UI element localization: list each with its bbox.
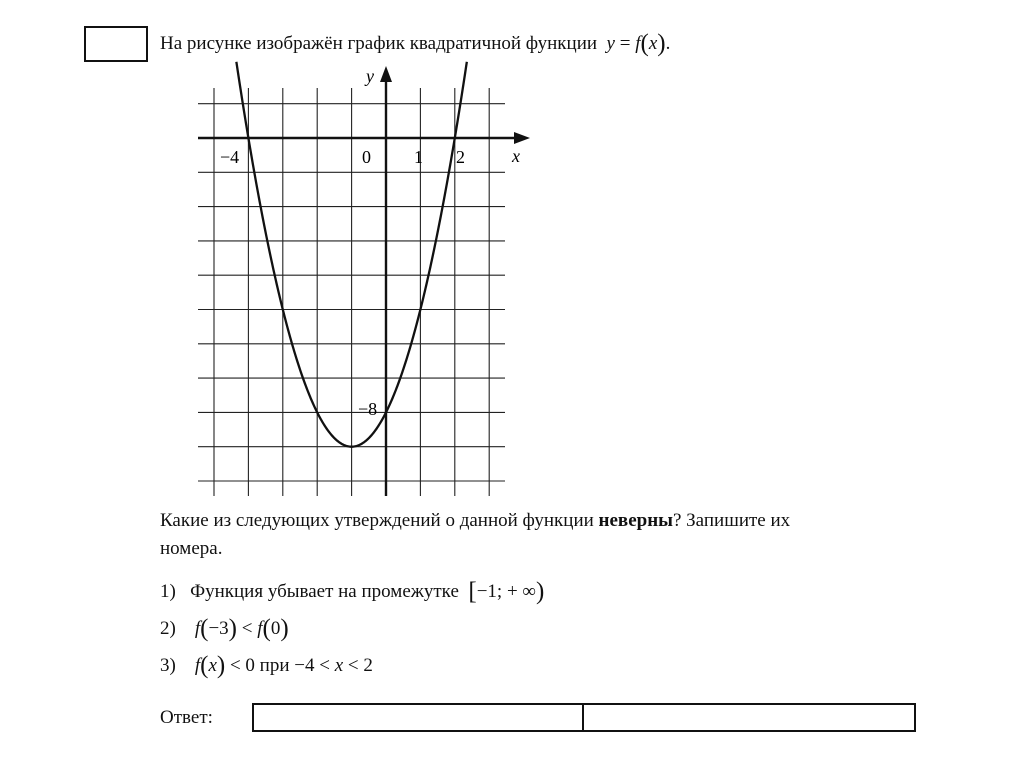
x-axis-label: x — [512, 146, 520, 166]
statement-3: 3) f(x) < 0 при −4 < x < 2 — [160, 652, 373, 679]
statement-1: 1) Функция убывает на промежутке [−1; + ∞) — [160, 578, 545, 605]
tick-label-1: 1 — [414, 147, 423, 167]
x-axis-arrow-icon — [514, 132, 530, 144]
task-statement: На рисунке изображён график квадратичной функции y = f(x). — [160, 30, 671, 57]
answer-label: Ответ: — [160, 707, 213, 728]
statement-2: 2) f(−3) < f(0) — [160, 615, 289, 642]
tick-label-0: 0 — [362, 147, 371, 167]
answer-field-2[interactable] — [582, 703, 916, 732]
y-axis-label: y — [366, 66, 374, 86]
tick-label-minus4: −4 — [220, 147, 240, 167]
answer-field-1[interactable] — [252, 703, 586, 732]
question-line-1: Какие из следующих утверждений о данной функции неверны? Запишите их — [160, 510, 791, 531]
y-axis-arrow-icon — [380, 66, 392, 82]
tick-label-2: 2 — [456, 147, 465, 167]
tick-labels — [220, 66, 520, 419]
question-line-2: номера. — [160, 538, 223, 559]
tick-label-minus8: −8 — [358, 399, 378, 419]
